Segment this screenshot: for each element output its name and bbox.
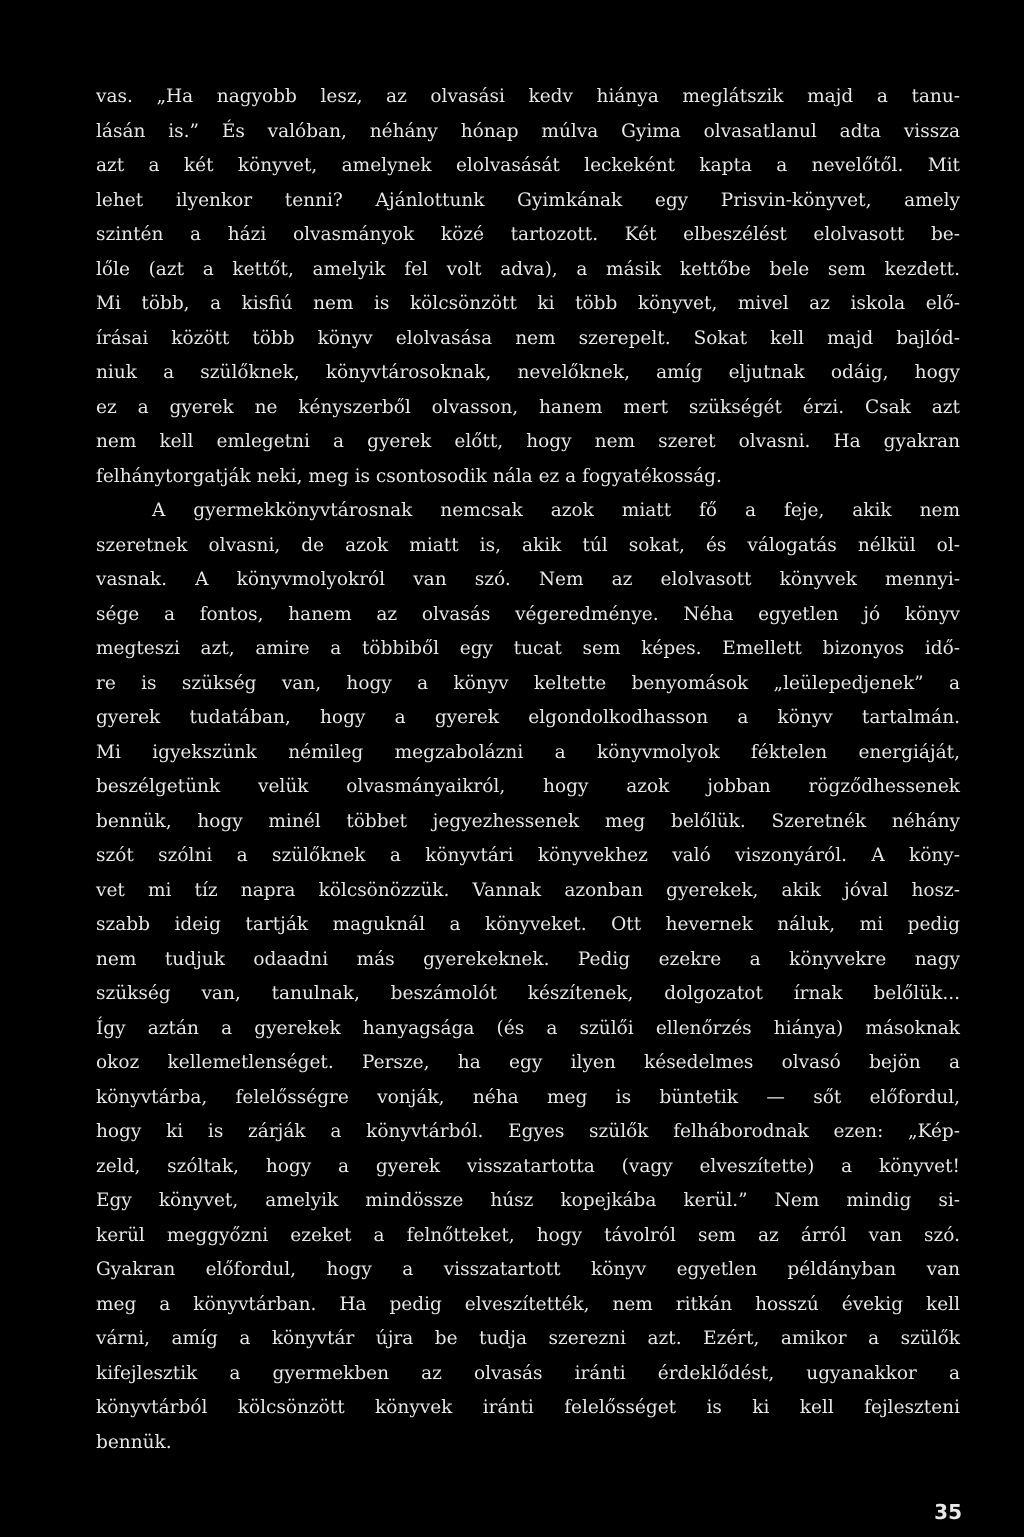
- text-line: re is szükség van, hogy a könyv keltette benyomások „leülepedjenek” a: [96, 672, 960, 694]
- page-number: 35: [934, 1500, 962, 1524]
- text-line: Mi több, a kisfiú nem is kölcsönzött ki több könyvet, mivel az iskola elő-: [96, 293, 960, 314]
- text-line: vet mi tíz napra kölcsönözzük. Vannak azonban gyerekek, akik jóval hosz-: [96, 879, 960, 901]
- text-line: lehet ilyenkor tenni? Ajánlottunk Gyimkának egy Prisvin-könyvet, amely: [96, 189, 960, 211]
- text-line: vas. „Ha nagyobb lesz, az olvasási kedv hiánya meglátszik majd a tanu-: [96, 86, 960, 107]
- body-text: [96, 80, 960, 1460]
- text-line: megteszi azt, amire a többiből egy tucat sem képes. Emellett bizonyos idő-: [96, 638, 960, 659]
- text-line: beszélgetünk velük olvasmányaikról, hogy azok jobban rögződhessenek: [96, 776, 960, 797]
- text-line: vasnak. A könyvmolyokról van szó. Nem az elolvasott könyvek mennyi-: [96, 569, 960, 590]
- text-line: várni, amíg a könyvtár újra be tudja szerezni azt. Ezért, amikor a szülők: [96, 1328, 960, 1349]
- text-line: írásai között több könyv elolvasása nem szerepelt. Sokat kell majd bajlód-: [96, 327, 960, 349]
- text-line: kerül meggyőzni ezeket a felnőtteket, hogy távolról sem az árról van szó.: [96, 1224, 960, 1246]
- text-line: szintén a házi olvasmányok közé tartozott. Két elbeszélést elolvasott be-: [96, 224, 960, 245]
- text-line: Gyakran előfordul, hogy a visszatartott könyv egyetlen példányban van: [96, 1259, 960, 1280]
- text-line: lőle (azt a kettőt, amelyik fel volt adva), a másik kettőbe bele sem kezdett.: [96, 258, 960, 280]
- text-line: meg a könyvtárban. Ha pedig elveszítették, nem ritkán hosszú évekig kell: [96, 1293, 960, 1315]
- text-line: szót szólni a szülőknek a könyvtári könyvekhez való viszonyáról. A köny-: [96, 845, 960, 866]
- text-line: szeretnek olvasni, de azok miatt is, akik túl sokat, és válogatás nélkül ol-: [96, 534, 960, 556]
- text-line: felhánytorgatják neki, meg is csontosodik nála ez a fogyatékosság.: [96, 465, 722, 487]
- text-line: könyvtárba, felelősségre vonják, néha meg is büntetik — sőt előfordul,: [96, 1086, 960, 1108]
- text-line: zeld, szóltak, hogy a gyerek visszatartotta (vagy elveszítette) a könyvet!: [96, 1155, 960, 1177]
- text-line: Egy könyvet, amelyik mindössze húsz kopejkába kerül.” Nem mindig si-: [96, 1190, 960, 1211]
- text-line: ez a gyerek ne kényszerből olvasson, hanem mert szükségét érzi. Csak azt: [96, 396, 960, 418]
- text-line: okoz kellemetlenséget. Persze, ha egy ilyen késedelmes olvasó bejön a: [96, 1052, 960, 1073]
- text-line: azt a két könyvet, amelynek elolvasását leckeként kapta a nevelőtől. Mit: [96, 155, 960, 176]
- text-line: Így aztán a gyerekek hanyagsága (és a szülői ellenőrzés hiánya) másoknak: [96, 1017, 960, 1039]
- text-line: Mi igyekszünk némileg megzabolázni a könyvmolyok féktelen energiáját,: [96, 741, 960, 763]
- text-line: A gyermekkönyvtárosnak nemcsak azok miatt fő a feje, akik nem: [152, 500, 960, 521]
- text-line: kifejlesztik a gyermekben az olvasás iránti érdeklődést, ugyanakkor a: [96, 1362, 960, 1384]
- text-line: szabb ideig tartják maguknál a könyveket. Ott hevernek náluk, mi pedig: [96, 914, 960, 935]
- text-line: sége a fontos, hanem az olvasás végeredménye. Néha egyetlen jó könyv: [96, 603, 960, 625]
- text-line: nem tudjuk odaadni más gyerekeknek. Pedig ezekre a könyvekre nagy: [96, 948, 960, 970]
- text-line: bennük.: [96, 1431, 172, 1453]
- text-line: bennük, hogy minél többet jegyezhessenek meg belőlük. Szeretnék néhány: [96, 810, 960, 832]
- text-line: lásán is.” És valóban, néhány hónap múlva Gyima olvasatlanul adta vissza: [96, 120, 960, 142]
- text-line: hogy ki is zárják a könyvtárból. Egyes szülők felháborodnak ezen: „Kép-: [96, 1121, 960, 1142]
- text-line: nem kell emlegetni a gyerek előtt, hogy nem szeret olvasni. Ha gyakran: [96, 431, 960, 452]
- text-line: könyvtárból kölcsönzött könyvek iránti felelősséget is ki kell fejleszteni: [96, 1397, 960, 1418]
- text-line: niuk a szülőknek, könyvtárosoknak, nevelőknek, amíg eljutnak odáig, hogy: [96, 362, 960, 383]
- text-line: szükség van, tanulnak, beszámolót készítenek, dolgozatot írnak belőlük...: [96, 983, 960, 1004]
- text-line: gyerek tudatában, hogy a gyerek elgondolkodhasson a könyv tartalmán.: [96, 707, 960, 728]
